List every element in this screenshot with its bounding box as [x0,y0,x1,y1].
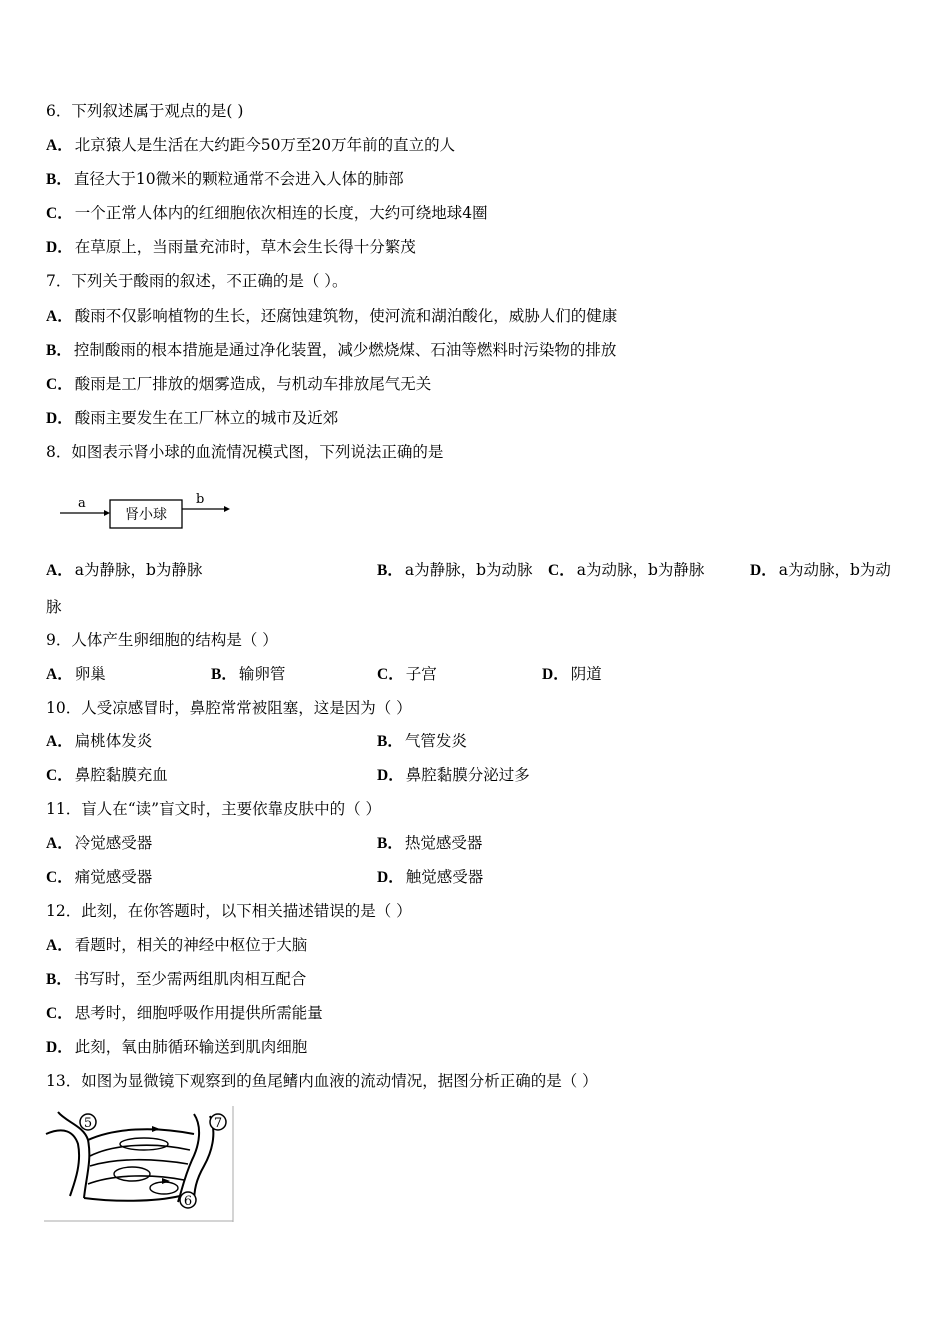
glomerulus-box-label: 肾小球 [125,507,167,523]
option-text: a为动脉，b为静脉 [576,561,705,579]
question-9-stem: 9．人体产生卵细胞的结构是（ ） [46,631,278,649]
question-7-stem: 7．下列关于酸雨的叙述，不正确的是（ ）。 [46,272,348,290]
tissue-region-3 [150,1182,178,1194]
question-10-stem: 10．人受凉感冒时，鼻腔常常被阻塞，这是因为（ ） [46,699,412,717]
option-label: B． [377,562,403,579]
question-12-option-b [46,969,306,990]
option-text: 北京猿人是生活在大约距今50万至20万年前的直立的人 [74,136,456,154]
question-7-option-b [46,340,616,361]
option-text: 触觉感受器 [405,868,484,886]
inflow-arrowhead [104,510,110,516]
option-label: D． [377,767,404,784]
inflow-label-a: a [78,496,86,511]
question-6-option-b [46,169,404,190]
option-label: B． [211,666,237,683]
option-text: 一个正常人体内的红细胞依次相连的长度，大约可绕地球4圈 [74,204,488,222]
option-label: B． [46,342,72,359]
option-label: D． [750,562,777,579]
capillary-middle [90,1160,188,1166]
question-7-option-c [46,374,431,395]
question-11-stem: 11．盲人在“读”盲文时，主要依靠皮肤中的（ ） [46,800,381,818]
option-label: B． [377,733,403,750]
option-text: 痛觉感受器 [74,868,153,886]
marker-5-label: 5 [83,1116,93,1131]
question-6-option-a [46,135,455,156]
option-label: A． [46,137,73,154]
option-text: 冷觉感受器 [74,834,153,852]
capillary-bottom [84,1196,180,1201]
option-label: D． [542,666,569,683]
option-text: 卵巢 [74,665,106,683]
option-text: a为动脉，b为动 [778,561,891,579]
option-text: 气管发炎 [404,732,467,750]
question-11-option-c [46,867,152,888]
question-9-option-b [211,664,285,685]
option-label: A． [46,666,73,683]
question-8-option-c [548,560,704,581]
question-9-option-c [377,664,437,685]
option-text: 书写时，至少需两组肌肉相互配合 [73,970,307,988]
option-text: 此刻，氧由肺循环输送到肌肉细胞 [74,1038,308,1056]
tissue-region-1 [120,1138,168,1150]
question-13-stem: 13．如图为显微镜下观察到的鱼尾鳍内血液的流动情况，据图分析正确的是（ ） [46,1072,598,1090]
option-text: 看题时，相关的神经中枢位于大脑 [74,936,308,954]
question-8-stem: 8．如图表示肾小球的血流情况模式图，下列说法正确的是 [46,443,444,461]
fish-tail-blood-flow-figure [44,1104,236,1224]
option-text: 阴道 [570,665,602,683]
option-label: C． [377,666,404,683]
option-label: C． [548,562,575,579]
question-7-option-a [46,306,617,327]
flow-arrow-top [152,1126,160,1132]
question-10-option-a [46,731,152,752]
option-text: 思考时，细胞呼吸作用提供所需能量 [74,1004,323,1022]
question-9-option-a [46,664,106,685]
option-text: 鼻腔黏膜充血 [74,766,168,784]
vessel-right-inner [194,1116,213,1204]
option-label: B． [46,171,72,188]
question-12-option-d [46,1037,307,1058]
vessel-left-outer [46,1130,79,1196]
option-text: 酸雨是工厂排放的烟雾造成，与机动车排放尾气无关 [74,375,432,393]
option-label: A． [46,835,73,852]
option-text: a为静脉，b为静脉 [74,561,203,579]
question-8-option-d [750,560,891,581]
question-6-stem: 6．下列叙述属于观点的是( ) [46,102,244,120]
option-label: A． [46,308,73,325]
option-label: D． [46,239,73,256]
question-10-option-b [377,731,467,752]
question-11-option-d [377,867,483,888]
question-12-option-a [46,935,307,956]
option-text: 直径大于10微米的颗粒通常不会进入人体的肺部 [73,170,404,188]
option-text: 控制酸雨的根本措施是通过净化装置，减少燃烧煤、石油等燃料时污染物的排放 [73,341,617,359]
question-8-option-d-wrap: 脉 [46,598,62,616]
option-text: 子宫 [405,665,437,683]
option-label: C． [46,767,73,784]
option-text: 酸雨不仅影响植物的生长，还腐蚀建筑物，使河流和湖泊酸化，威胁人们的健康 [74,307,618,325]
tissue-region-2 [114,1167,150,1181]
option-label: A． [46,937,73,954]
marker-6-label: 6 [183,1194,193,1209]
option-label: A． [46,733,73,750]
flow-arrow-bottom [162,1178,170,1184]
option-label: C． [46,1005,73,1022]
option-text: 扁桃体发炎 [74,732,153,750]
option-text: 鼻腔黏膜分泌过多 [405,766,530,784]
question-7-option-d [46,408,338,429]
outflow-arrowhead [224,506,230,512]
question-11-option-b [377,833,482,854]
option-text: 在草原上，当雨量充沛时，草木会生长得十分繁茂 [74,238,416,256]
question-12-stem: 12．此刻，在你答题时，以下相关描述错误的是（ ） [46,902,412,920]
question-6-option-d [46,237,416,258]
question-8-option-a [46,560,202,581]
option-label: C． [46,869,73,886]
option-text: 热觉感受器 [404,834,483,852]
question-12-option-c [46,1003,323,1024]
option-label: D． [377,869,404,886]
outflow-label-b: b [196,492,205,507]
option-label: D． [46,1039,73,1056]
option-text: 酸雨主要发生在工厂林立的城市及近郊 [74,409,339,427]
option-label: B． [377,835,403,852]
option-label: A． [46,562,73,579]
question-9-option-d [542,664,602,685]
option-label: C． [46,205,73,222]
question-10-option-d [377,765,530,786]
option-label: D． [46,410,73,427]
question-8-option-b [377,560,533,581]
glomerulus-diagram [58,488,238,538]
option-text: a为静脉，b为动脉 [404,561,533,579]
option-text: 输卵管 [238,665,286,683]
marker-7-label: 7 [213,1116,223,1131]
question-10-option-c [46,765,168,786]
question-6-option-c [46,203,488,224]
question-11-option-a [46,833,152,854]
option-label: C． [46,376,73,393]
option-label: B． [46,971,72,988]
